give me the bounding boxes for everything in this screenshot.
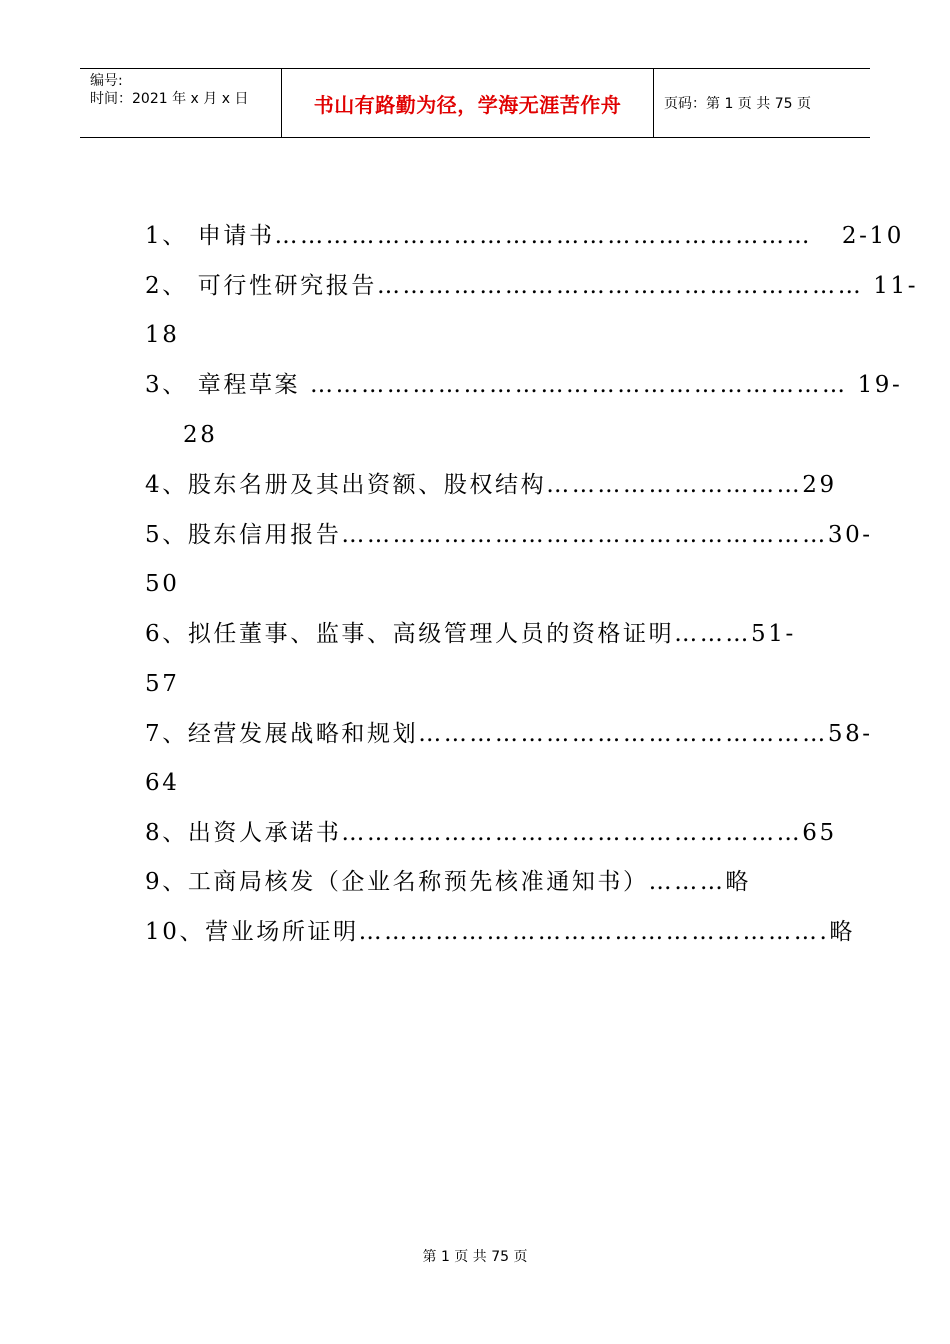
toc-line-9: 9、工商局核发（企业名称预先核准通知书）………略 [145, 869, 752, 895]
toc-line-6: 6、拟任董事、监事、高级管理人员的资格证明………51- [145, 621, 796, 647]
toc-line-5-cont: 50 [145, 571, 180, 597]
header-page-info: 页码：第 1 页 共 75 页 [664, 96, 811, 112]
toc-line-2-cont: 18 [145, 322, 180, 348]
toc-line-8: 8、出资人承诺书………………………………………………65 [145, 820, 837, 846]
header-motto: 书山有路勤为径，学海无涯苦作舟 [313, 92, 622, 117]
toc-line-7-cont: 64 [145, 770, 180, 796]
toc-line-3-cont: 28 [183, 422, 218, 448]
time-label: 时间：2021 年 x 月 x 日 [90, 91, 249, 107]
toc-line-7: 7、经营发展战略和规划…………………………………………58- [145, 721, 873, 747]
toc-line-1: 1、 申请书……………………………………………………… 2-10 [145, 223, 904, 249]
toc-line-10: 10、营业场所证明……………………………………………….略 [145, 919, 855, 945]
toc-line-3: 3、 章程草案 ……………………………………………………… 19- [145, 372, 903, 398]
toc-line-4: 4、股东名册及其出资额、股权结构…………………………29 [145, 472, 837, 498]
toc-line-2: 2、 可行性研究报告………………………………………………… 11- [145, 273, 919, 299]
toc-line-5: 5、股东信用报告…………………………………………………30- [145, 522, 873, 548]
toc-line-6-cont: 57 [145, 671, 180, 697]
number-label: 编号: [90, 73, 123, 89]
page-footer: 第 1 页 共 75 页 [422, 1249, 528, 1265]
